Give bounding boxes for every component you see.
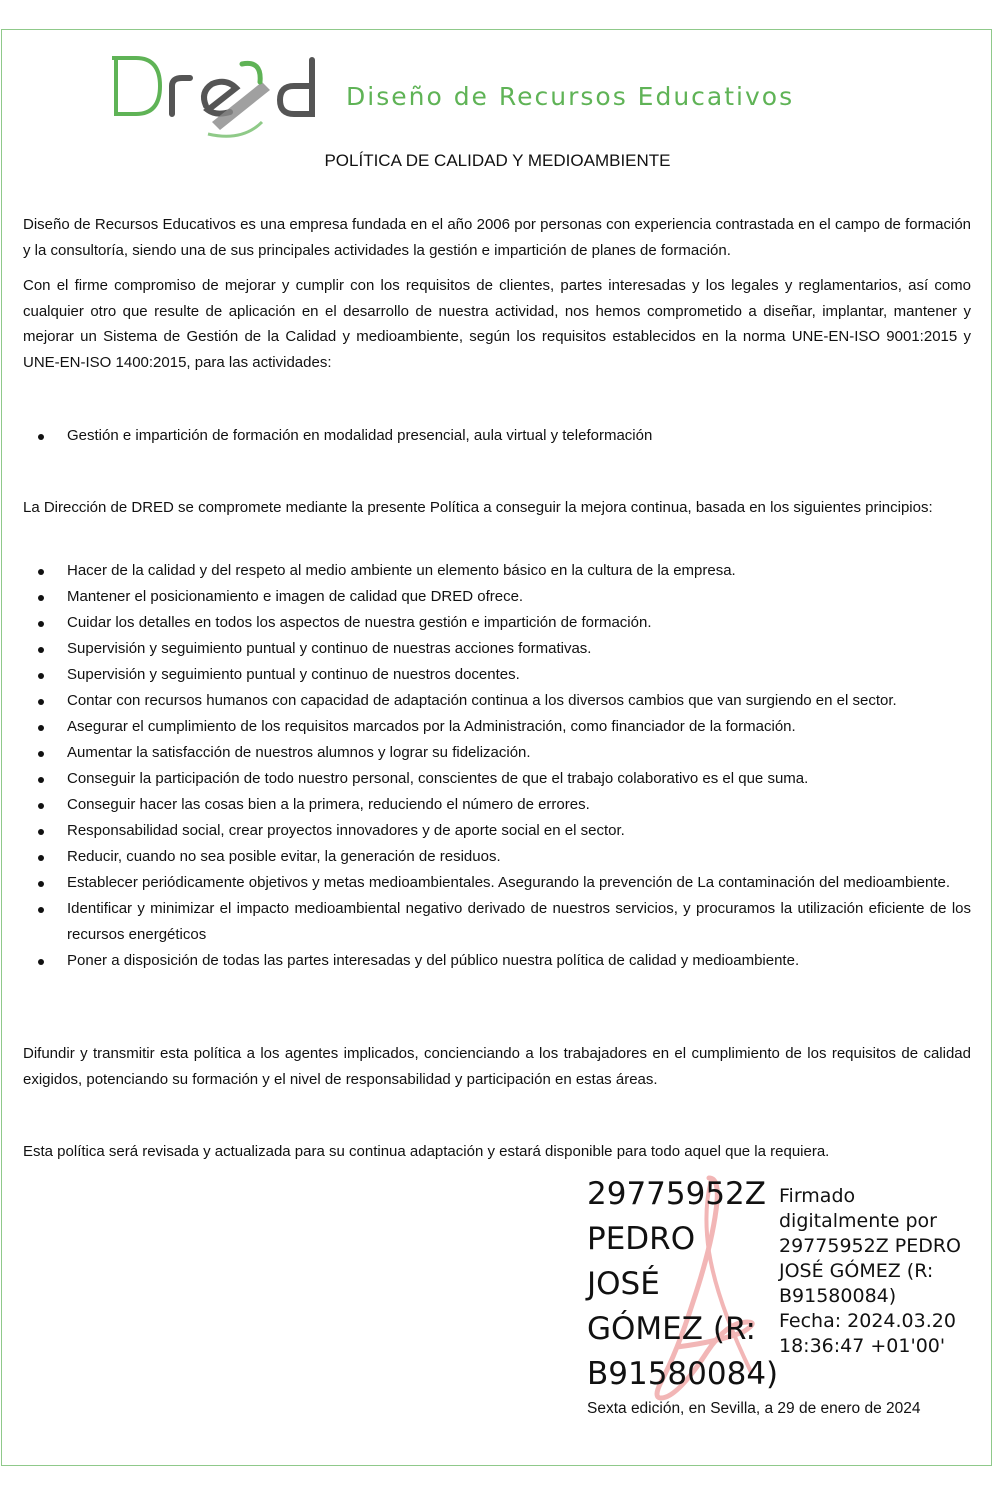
edition-date: Sexta edición, en Sevilla, a 29 de enero de 2024: [587, 1400, 921, 1417]
bullet-icon: [38, 959, 44, 965]
bullet-icon: [38, 434, 44, 440]
activities-section: [2, 423, 971, 449]
list-item: Conseguir la participación de todo nuestro personal, conscientes de que el trabajo colaborativo es el que suma.: [2, 766, 971, 792]
bullet-icon: [38, 569, 44, 575]
list-item: Aumentar la satisfacción de nuestros alumnos y lograr su fidelización.: [2, 740, 971, 766]
list-item: Reducir, cuando no sea posible evitar, la generación de residuos.: [2, 844, 971, 870]
list-item: Hacer de la calidad y del respeto al medio ambiente un elemento básico en la cultura de la empresa.: [2, 558, 971, 584]
principles-list: [2, 558, 971, 973]
list-item: Asegurar el cumplimiento de los requisitos marcados por la Administración, como financiador de la formación.: [2, 714, 971, 740]
digital-signature: [587, 1172, 977, 1402]
principles-intro: [23, 495, 971, 531]
bullet-icon: [38, 595, 44, 601]
list-item: Identificar y minimizar el impacto medioambiental negativo derivado de nuestros servicios, y procuramos la utilización eficiente de los recursos energéticos: [2, 896, 971, 947]
dred-logo: [112, 52, 872, 140]
bullet-icon: [38, 907, 44, 913]
bullet-icon: [38, 647, 44, 653]
closing-paragraph: Difundir y transmitir esta política a los agentes implicados, concienciando a los trabajadores en el cumplimiento de los requisitos de calidad exigidos, potenciando su formación y el nivel de responsabilidad y participación en estas áreas.: [23, 1045, 971, 1088]
review-section: [23, 1139, 971, 1175]
activities-list: [2, 423, 971, 449]
list-item: Poner a disposición de todas las partes interesadas y del público nuestra política de calidad y medioambiente.: [2, 948, 971, 974]
dred-wordmark-logo: [112, 52, 322, 140]
list-item: Gestión e impartición de formación en modalidad presencial, aula virtual y teleformación: [2, 423, 971, 449]
document-title: POLÍTICA DE CALIDAD Y MEDIOAMBIENTE: [324, 151, 671, 170]
list-item: Contar con recursos humanos con capacidad de adaptación continua a los diversos cambios que van surgiendo en el sector.: [2, 688, 971, 714]
bullet-icon: [38, 777, 44, 783]
intro-section: [23, 212, 971, 385]
bullet-icon: [38, 699, 44, 705]
document-page: [1, 29, 992, 1466]
list-item: Supervisión y seguimiento puntual y continuo de nuestras acciones formativas.: [2, 636, 971, 662]
bullet-icon: [38, 881, 44, 887]
bullet-icon: [38, 751, 44, 757]
closing-section: [23, 1041, 971, 1102]
intro-paragraph-2: Con el firme compromiso de mejorar y cumplir con los requisitos de clientes, partes interesadas y los legales y reglamentarios, así como cualquier otro que resulte de aplicación en el desarrollo de nuestra actividad, nos hemos comprometido a diseñar, implantar, mantener y mejorar un Sistema de Gestión de la Calidad y medioambiente, según los requisitos establecidos en la norma UNE-EN-ISO 9001:2015 y UNE-EN-ISO 1400:2015, para las actividades:: [23, 277, 971, 371]
bullet-icon: [38, 673, 44, 679]
bullet-icon: [38, 855, 44, 861]
bullet-icon: [38, 829, 44, 835]
list-item: Supervisión y seguimiento puntual y continuo de nuestros docentes.: [2, 662, 971, 688]
list-item: Cuidar los detalles en todos los aspectos de nuestra gestión e impartición de formación.: [2, 610, 971, 636]
principles-section: [2, 558, 971, 974]
signer-name: 29775952Z PEDRO JOSÉ GÓMEZ (R: B91580084): [587, 1176, 779, 1392]
bullet-icon: [38, 621, 44, 627]
list-item: Responsabilidad social, crear proyectos innovadores y de aporte social en el sector.: [2, 818, 971, 844]
list-item: Mantener el posicionamiento e imagen de calidad que DRED ofrece.: [2, 584, 971, 610]
list-item: Establecer periódicamente objetivos y metas medioambientales. Asegurando la prevención de La contaminación del medioambiente.: [2, 870, 971, 896]
bullet-icon: [38, 803, 44, 809]
principles-intro-paragraph: La Dirección de DRED se compromete mediante la presente Política a conseguir la mejora continua, basada en los siguientes principios:: [23, 499, 933, 516]
bullet-icon: [38, 725, 44, 731]
review-paragraph: Esta política será revisada y actualizada para su continua adaptación y estará disponible para todo aquel que la requiera.: [23, 1143, 830, 1160]
intro-paragraph-1: Diseño de Recursos Educativos es una empresa fundada en el año 2006 por personas con experiencia contrastada en el campo de formación y la consultoría, siendo una de sus principales actividades la gestión e impartición de planes de formación.: [23, 216, 971, 259]
list-item: Conseguir hacer las cosas bien a la primera, reduciendo el número de errores.: [2, 792, 971, 818]
logo-tagline: Diseño de Recursos Educativos: [346, 82, 795, 111]
signature-details: Firmado digitalmente por 29775952Z PEDRO JOSÉ GÓMEZ (R: B91580084) Fecha: 2024.03.20 18:36:47 +01'00': [779, 1185, 962, 1357]
